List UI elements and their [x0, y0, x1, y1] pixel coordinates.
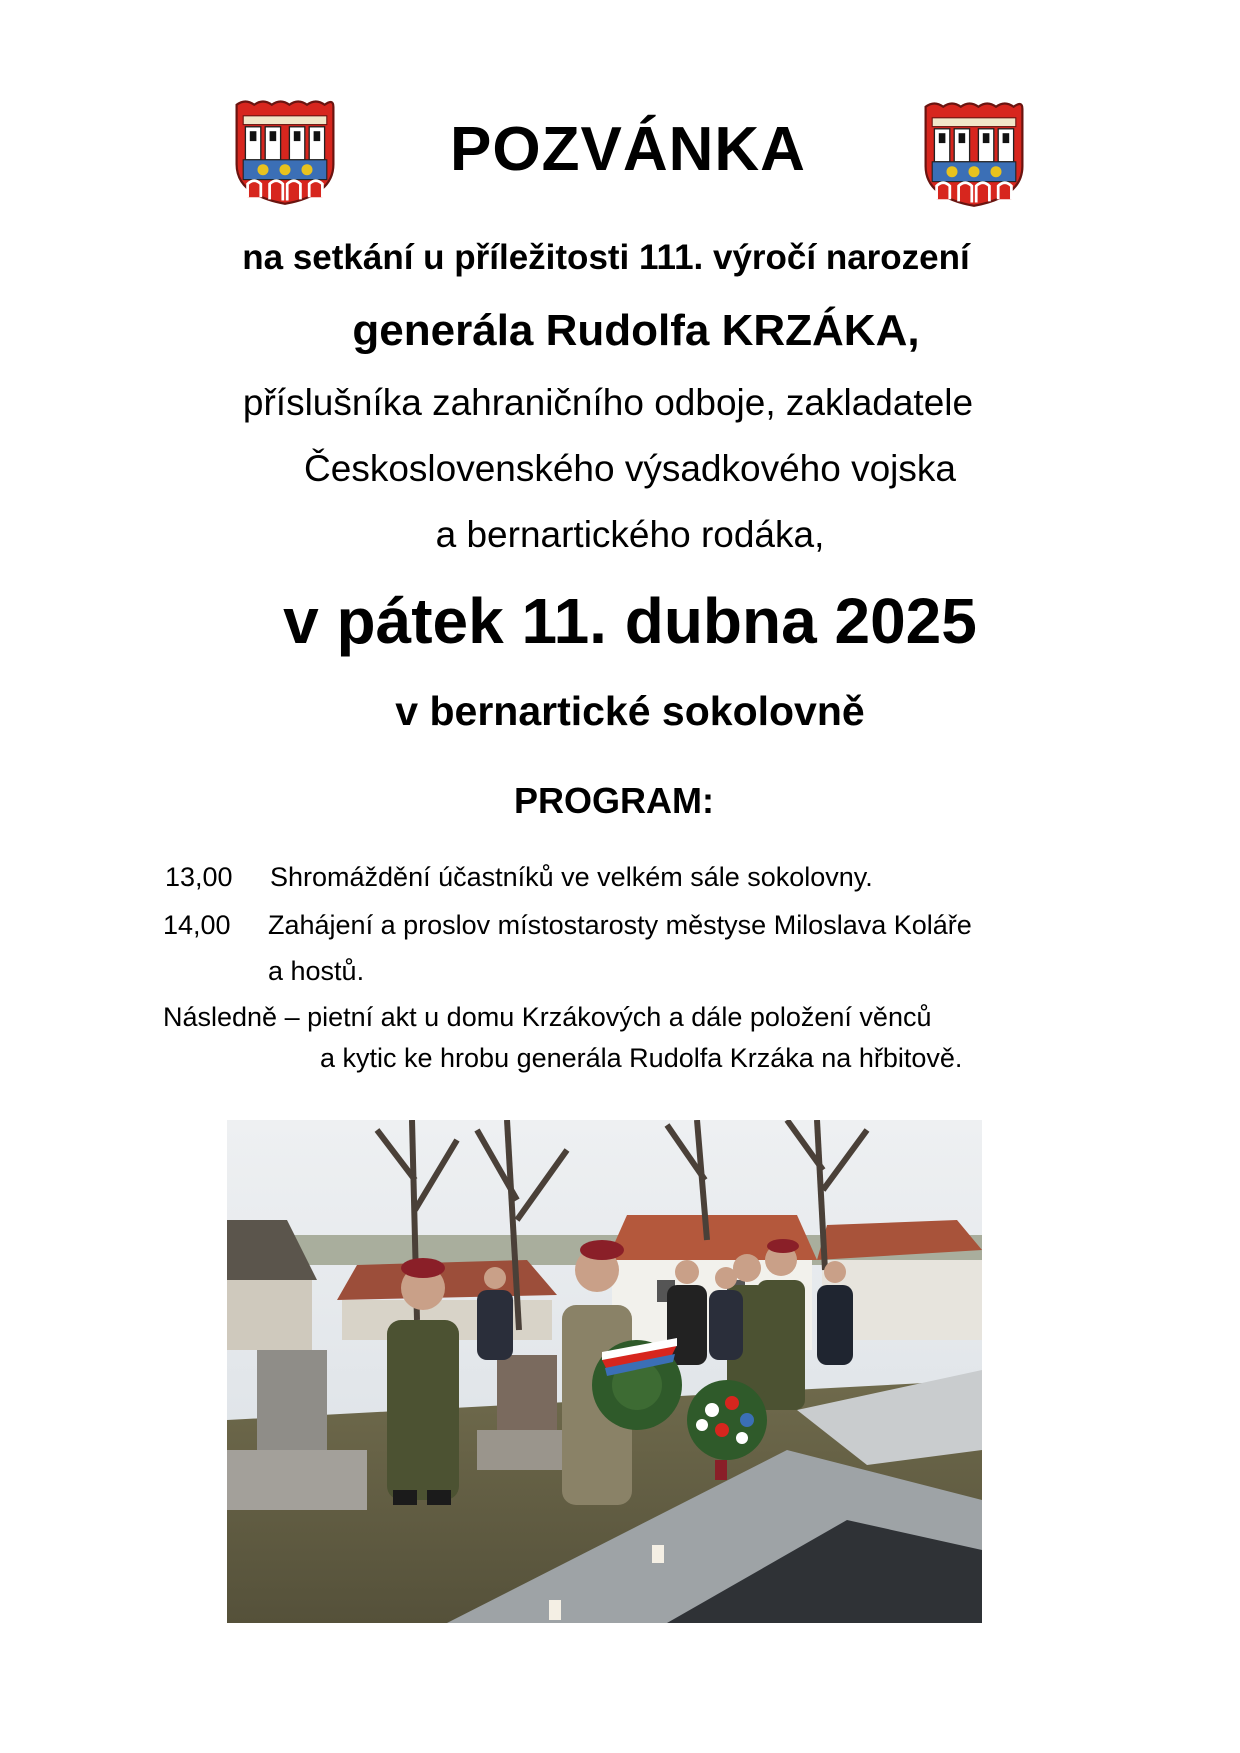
- program-time: 14,00: [163, 910, 231, 940]
- program-description-continued: a hostů.: [268, 956, 365, 986]
- invitation-title: POZVÁNKA: [450, 115, 806, 184]
- program-heading: PROGRAM:: [514, 780, 714, 821]
- event-date: v pátek 11. dubna 2025: [283, 585, 977, 657]
- followup-line-2: a kytic ke hrobu generála Rudolfa Krzáka na hřbitově.: [320, 1043, 963, 1073]
- memorial-ceremony-photo: [227, 1120, 982, 1623]
- followup-line-1: Následně – pietní akt u domu Krzákových a dále položení věnců: [163, 1002, 932, 1032]
- description-line-1: příslušníka zahraničního odboje, zakladatele: [242, 382, 974, 423]
- description-line-2: Československého výsadkového vojska: [304, 448, 956, 489]
- program-time: 13,00: [165, 862, 233, 892]
- program-description: Zahájení a proslov místostarosty městyse Miloslava Koláře: [268, 910, 972, 940]
- event-place: v bernartické sokolovně: [395, 688, 865, 734]
- general-name: generála Rudolfa KRZÁKA,: [352, 306, 920, 355]
- description-line-3: a bernartického rodáka,: [435, 514, 825, 555]
- program-description: Shromáždění účastníků ve velkém sále sokolovny.: [270, 862, 873, 892]
- occasion-line: na setkání u příležitosti 111. výročí narození: [242, 238, 970, 277]
